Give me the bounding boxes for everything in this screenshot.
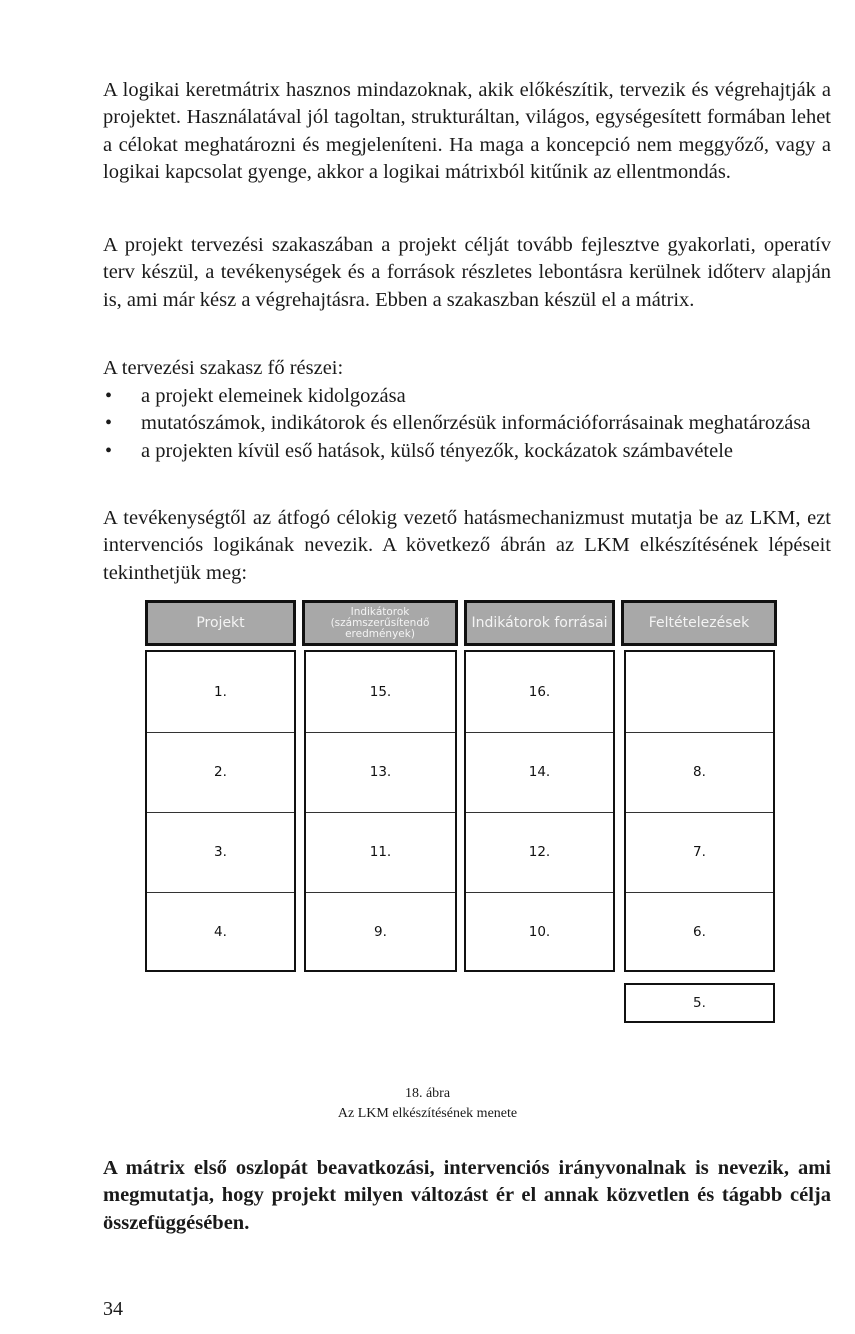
bold-paragraph: A mátrix első oszlopát beavatkozási, intervenciós irányvonalnak is nevezik, ami megmutatja, hogy projekt milyen változást ér el annak közvetlen és tágabb célja összefüggésében. [103, 1157, 831, 1234]
column-indikatorok [304, 650, 457, 972]
cell-14: 14. [466, 732, 613, 813]
column-indikatorok-forrasai [464, 650, 615, 972]
figure-caption: Az LKM elkészítésének menete [337, 1106, 518, 1121]
cell-1: 1. [147, 652, 294, 733]
list-intro: A tervezési szakasz fő részei: [103, 357, 344, 379]
cell-13: 13. [306, 732, 455, 813]
paragraph-intro: A logikai keretmátrix hasznos mindazoknak, akik előkészítik, tervezik és végrehajtják a projektet. Használatával jól tagoltan, strukturáltan, világos, egységesített formában lehet a célokat meghatározni és megjeleníteni. Ha maga a koncepció nem meggyőző, vagy a logikai kapcsolat gyenge, akkor a logikai mátrixból kitűnik az ellentmondás. [103, 79, 831, 184]
cell-7: 7. [626, 812, 773, 893]
figure-number: 18. ábra [404, 1086, 451, 1101]
cell-12: 12. [466, 812, 613, 893]
cell-2: 2. [147, 732, 294, 813]
paragraph-planning: A projekt tervezési szakaszában a projekt célját tovább fejlesztve gyakorlati, operatív terv készül, a tevékenységek és a források részletes lebontásra kerülnek időterv alapján is, ami már kész a végrehajtásra. Ebben a szakaszban készül el a mátrix. [103, 234, 831, 311]
page-number: 34 [103, 1298, 123, 1320]
cell-empty [626, 652, 773, 733]
cell-15: 15. [306, 652, 455, 733]
list-item: • a projekt elemeinek kidolgozása [103, 383, 831, 410]
list-item: • a projekten kívül eső hatások, külső tényezők, kockázatok számbavétele [103, 438, 831, 465]
column-projekt [145, 650, 296, 972]
header-projekt: Projekt [145, 600, 296, 646]
header-indikatorok: Indikátorok (számszerűsítendő eredmények) [302, 600, 458, 646]
cell-16: 16. [466, 652, 613, 733]
list-item: • mutatószámok, indikátorok és ellenőrzésük információforrásainak meghatározása [103, 410, 831, 437]
cell-5: 5. [624, 983, 775, 1023]
cell-3: 3. [147, 812, 294, 893]
header-indikatorok-forrasai: Indikátorok forrásai [464, 600, 615, 646]
cell-8: 8. [626, 732, 773, 813]
column-feltetelezesek [624, 650, 775, 972]
cell-9: 9. [374, 924, 387, 940]
cell-6: 6. [693, 924, 706, 940]
paragraph-intervention-logic: A tevékenységtől az átfogó célokig vezető hatásmechanizmust mutatja be az LKM, ezt intervenciós logikának nevezik. A következő ábrán az LKM elkészítésének lépéseit tekinthetjük meg: [103, 507, 831, 584]
cell-10: 10. [528, 924, 551, 940]
header-feltetelezesek: Feltételezések [621, 600, 777, 646]
planning-parts-list [103, 383, 831, 465]
cell-4: 4. [214, 924, 227, 940]
cell-11: 11. [306, 812, 455, 893]
